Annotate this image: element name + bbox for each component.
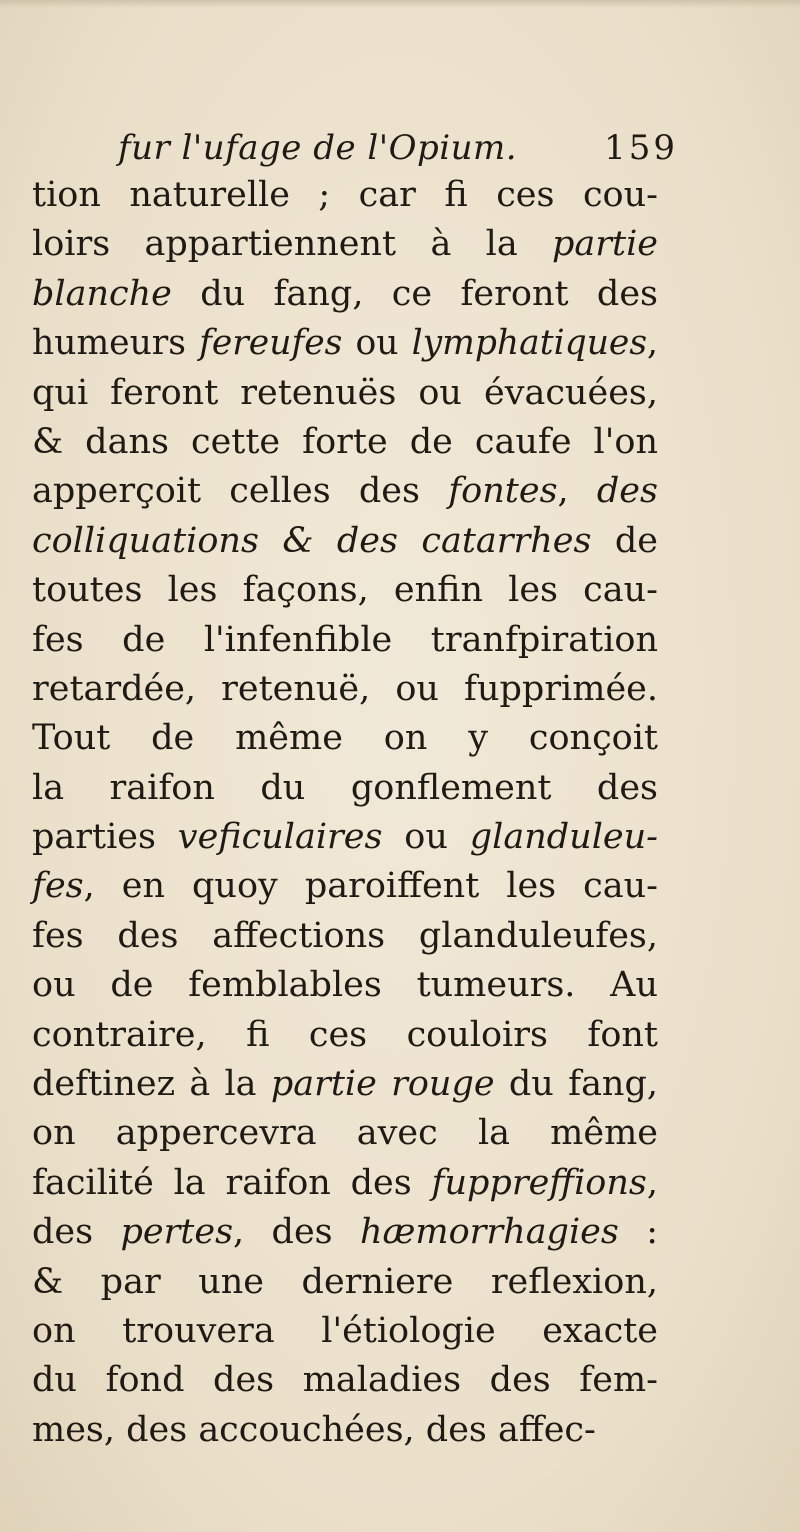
text-run: fes des affections glanduleufes, [32, 915, 658, 956]
text-line [32, 171, 658, 220]
text-run: deftinez à la [32, 1064, 271, 1105]
text-run: fes de l'infenfible tranfpiration [32, 619, 658, 660]
text-run: , des [233, 1212, 360, 1253]
text-line [32, 1406, 658, 1455]
text-line [32, 220, 658, 269]
text-run: tion naturelle ; car fi ces cou- [32, 175, 658, 215]
text-run: & dans cette forte de caufe l'on [32, 421, 658, 462]
text-line [32, 1011, 658, 1060]
text-run: parties [32, 817, 178, 858]
text-run: la raifon du gonflement des [32, 767, 658, 808]
italic-run: fes [32, 866, 84, 907]
italic-run: hæmorrhagies [359, 1212, 619, 1253]
text-run: , en quoy paroiffent les cau- [83, 866, 658, 907]
text-run: du fang, [494, 1064, 659, 1105]
text-line [32, 517, 658, 566]
text-line [32, 467, 658, 516]
italic-run: fuppreffions [431, 1162, 647, 1203]
text-line [32, 270, 658, 319]
text-run: du fang, ce feront des [171, 273, 658, 314]
italic-run: glanduleu- [469, 817, 658, 858]
text-run: ou de femblables tumeurs. Au [32, 965, 658, 1006]
text-run: contraire, fi ces couloirs font [32, 1014, 658, 1055]
text-run: apperçoit celles des [32, 471, 449, 512]
text-line [32, 1258, 658, 1307]
italic-run: colliquations & des catarrhes [32, 520, 592, 561]
page-edge-shadow [0, 0, 800, 8]
text-line [32, 961, 658, 1010]
text-line [32, 862, 658, 911]
text-run: loirs appartiennent à la [32, 224, 553, 265]
text-line [32, 813, 658, 862]
text-line [32, 369, 658, 418]
text-run: Tout de même on y conçoit [32, 718, 658, 759]
text-line [32, 566, 658, 615]
page-header [118, 125, 678, 171]
text-line [32, 665, 658, 714]
text-run: : [618, 1212, 658, 1253]
text-run: mes, des accouchées, des affec- [32, 1409, 596, 1450]
italic-run: veficulaires [177, 817, 383, 858]
text-line [32, 319, 658, 368]
text-run: ou [342, 323, 412, 364]
text-line [32, 616, 658, 665]
text-run: des [32, 1212, 121, 1253]
body-text [32, 171, 658, 1455]
text-line [32, 1060, 658, 1109]
text-line [32, 1356, 658, 1405]
text-line [32, 714, 658, 763]
text-run: de [591, 520, 659, 561]
text-run: , [647, 323, 658, 364]
italic-run: partie rouge [270, 1064, 495, 1105]
text-run: qui feront retenuës ou évacuées, [32, 372, 658, 413]
italic-run: pertes [120, 1212, 234, 1253]
italic-run: blanche [32, 273, 172, 314]
text-line [32, 912, 658, 961]
text-run: on appercevra avec la même [32, 1113, 658, 1154]
italic-run: partie [552, 224, 658, 265]
text-line [32, 1109, 658, 1158]
text-run: du fond des maladies des fem- [32, 1360, 658, 1401]
text-run: on trouvera l'étiologie exacte [32, 1310, 658, 1351]
text-run: humeurs [32, 323, 200, 364]
text-line [32, 1159, 658, 1208]
text-run: ou [382, 817, 470, 858]
text-line [32, 418, 658, 467]
italic-run: fontes [448, 471, 558, 512]
text-run: retardée, retenuë, ou fupprimée. [32, 668, 658, 709]
text-line [32, 764, 658, 813]
italic-run: des [596, 471, 658, 512]
page-number: 159 [604, 128, 678, 168]
text-run: , [557, 471, 597, 512]
italic-run: lymphatiques [411, 323, 648, 364]
italic-run: fereufes [199, 323, 343, 364]
text-run: & par une derniere reflexion, [32, 1261, 658, 1302]
text-run: toutes les façons, enfin les cau- [32, 570, 658, 611]
text-run: , [646, 1162, 658, 1203]
running-head: fur l'ufage de l'Opium. [118, 128, 518, 168]
text-line [32, 1208, 658, 1257]
text-line [32, 1307, 658, 1356]
text-run: facilité la raifon des [32, 1162, 432, 1203]
